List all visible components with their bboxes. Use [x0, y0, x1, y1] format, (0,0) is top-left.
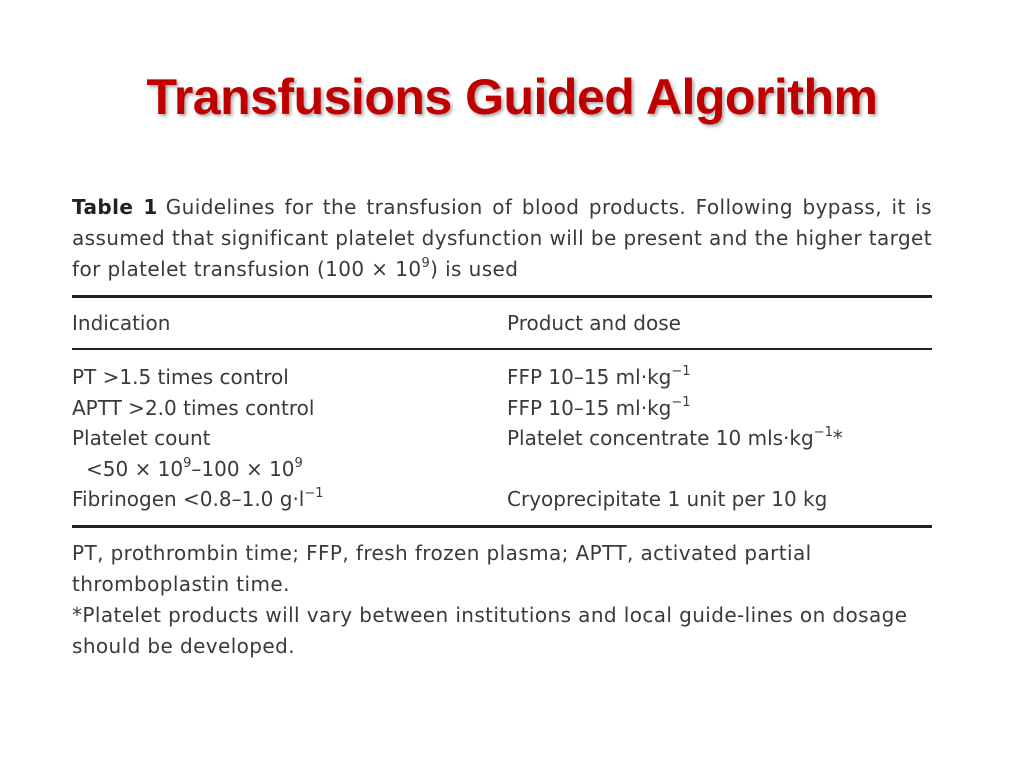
indication-cell: Platelet count	[72, 426, 211, 450]
indication-cell: PT >1.5 times control	[72, 365, 289, 389]
product-text: FFP 10–15 ml·kg	[507, 365, 672, 389]
product-superscript: −1	[671, 394, 691, 410]
indication-cell-continuation	[72, 454, 521, 485]
table-figure	[72, 192, 932, 662]
product-cell	[507, 362, 932, 393]
table-row	[72, 393, 932, 424]
table-label: Table 1	[72, 195, 158, 219]
table-row	[72, 362, 932, 393]
product-text: Platelet concentrate 10 mls·kg	[507, 426, 814, 450]
product-cell-empty	[521, 454, 932, 485]
table-caption	[72, 192, 932, 285]
product-superscript: −1	[813, 425, 833, 440]
product-cell: Cryoprecipitate 1 unit per 10 kg	[507, 487, 828, 511]
indication-text: Fibrinogen <0.8–1.0 g·l	[72, 487, 305, 511]
table-row	[72, 423, 932, 454]
table-row	[72, 484, 932, 515]
header-product-and-dose: Product and dose	[507, 311, 681, 335]
footnote-abbreviations: PT, prothrombin time; FFP, fresh frozen plasma; APTT, activated partial thromboplastin time.	[72, 540, 812, 596]
platelet-range-start: <50 × 10	[86, 456, 184, 481]
product-superscript: −1	[671, 364, 691, 379]
slide-title: Transfusions Guided Algorithm	[146, 69, 878, 125]
table-body	[72, 350, 932, 525]
table-row-continuation	[72, 454, 932, 485]
platelet-range-sup-start: 9	[183, 455, 192, 471]
table-bottom-rule	[72, 525, 932, 528]
footnote-platelet-products: *Platelet products will vary between institutions and local guide-lines on dosage should be developed.	[72, 602, 908, 658]
indication-superscript: −1	[304, 486, 324, 501]
table-footnotes	[72, 538, 932, 662]
caption-superscript: 9	[421, 256, 431, 271]
header-indication: Indication	[72, 311, 171, 335]
platelet-range-sup-end: 9	[294, 455, 303, 471]
indication-cell	[72, 484, 507, 515]
product-cell	[507, 393, 932, 424]
caption-text: Guidelines for the transfusion of blood products. Following bypass, it is assumed that significant platelet dysfunction will be present and the higher target for platelet transfusion (100 × 10	[72, 195, 932, 281]
product-asterisk: *	[832, 426, 843, 450]
caption-text-end: ) is used	[430, 257, 519, 281]
product-cell	[507, 423, 932, 454]
platelet-range-end: –100 × 10	[191, 456, 295, 481]
product-text: FFP 10–15 ml·kg	[507, 395, 672, 420]
indication-cell: APTT >2.0 times control	[72, 395, 315, 420]
table-header-row	[72, 298, 932, 348]
